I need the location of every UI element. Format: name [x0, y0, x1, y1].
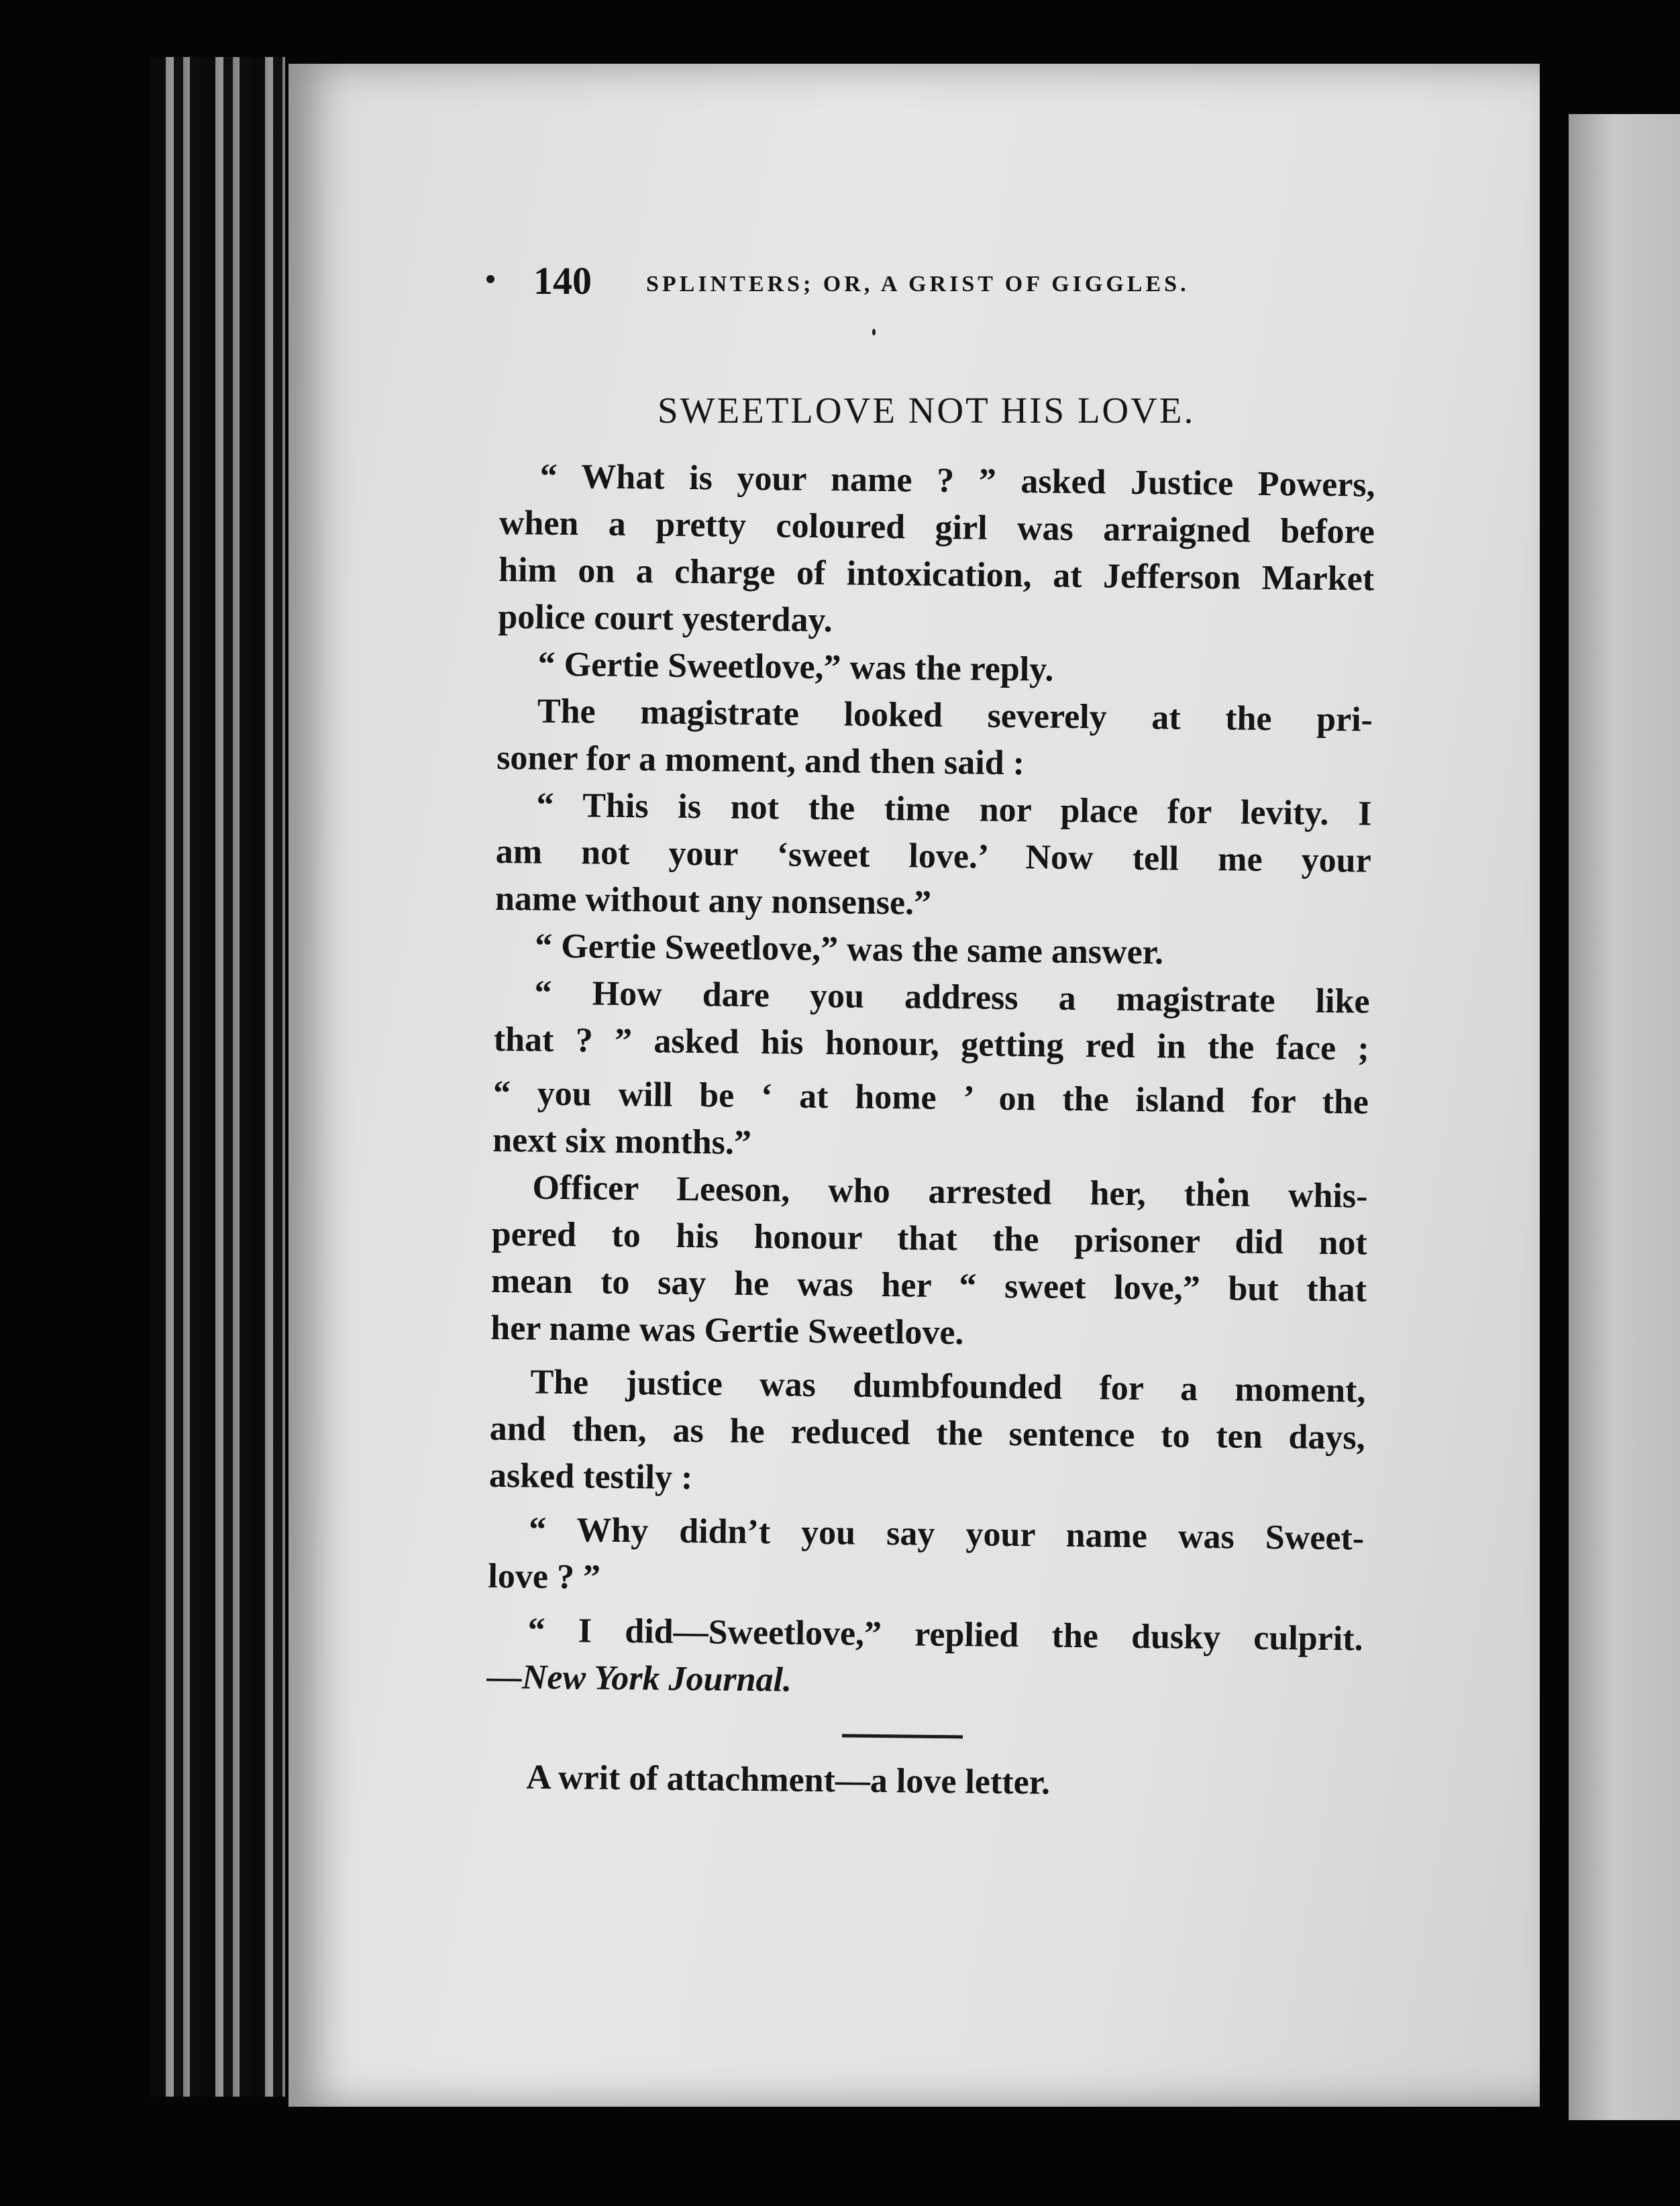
- text-line: and then, as he reduced the sentence to ten days,: [489, 1409, 1365, 1457]
- text-line: “ How dare you address a magistrate like: [534, 974, 1370, 1021]
- text-line: her name was Gertie Sweetlove.: [490, 1308, 964, 1353]
- text-line: “ Why didn’t you say your name was Sweet-: [528, 1510, 1365, 1558]
- text-line: soner for a moment, and then said :: [496, 738, 1025, 783]
- text-line: next six months.”: [492, 1120, 752, 1162]
- text-line: Officer Leeson, who arrested her, then whis-: [532, 1168, 1368, 1216]
- header-title: SPLINTERS; OR, A GRIST OF GIGGLES.: [646, 272, 1190, 297]
- book-spine: [151, 57, 285, 2097]
- text-line: that ? ” asked his honour, getting red in the face ;: [493, 1020, 1370, 1068]
- text-line: mean to say he was her “ sweet love,” but that: [490, 1261, 1367, 1310]
- running-head: [533, 258, 1285, 312]
- text-line: name without any nonsense.”: [494, 879, 932, 923]
- text-line: “ This is not the time nor place for levity. I: [536, 786, 1372, 833]
- section-divider: [842, 1734, 963, 1738]
- text-line: The justice was dumbfounded for a moment,: [530, 1363, 1366, 1410]
- text-line: pered to his honour that the prisoner did not: [491, 1214, 1368, 1263]
- text-line: am not your ‘sweet love.’ Now tell me your: [495, 832, 1372, 880]
- text-line: him on a charge of intoxication, at Jefferson Market: [498, 550, 1375, 598]
- text-line: “ you will be ‘ at home ’ on the island for the: [492, 1073, 1369, 1122]
- text-line: “ Gertie Sweetlove,” was the reply.: [537, 645, 1054, 689]
- text-line: The magistrate looked severely at the pri-: [537, 692, 1373, 739]
- text-line: love ? ”: [488, 1557, 601, 1597]
- source-attribution: —New York Journal.: [486, 1657, 792, 1699]
- text-line: when a pretty coloured girl was arraigned before: [498, 503, 1375, 552]
- text-line: “ What is your name ? ” asked Justice Powers,: [539, 457, 1375, 505]
- page-number: 140: [533, 259, 592, 303]
- joke-line: A writ of attachment—a love letter.: [526, 1758, 1051, 1802]
- print-speck: [872, 329, 876, 335]
- facing-page-edge: [1569, 114, 1680, 2120]
- article-body: [486, 453, 1375, 1810]
- text-line: police court yesterday.: [498, 597, 833, 640]
- article-title: SWEETLOVE NOT HIS LOVE.: [658, 390, 1196, 431]
- print-speck: [486, 275, 494, 283]
- text-line: asked testily :: [488, 1456, 693, 1498]
- text-line: “ I did—Sweetlove,” replied the dusky culprit.: [527, 1611, 1363, 1659]
- text-line: “ Gertie Sweetlove,” was the same answer.: [535, 927, 1164, 972]
